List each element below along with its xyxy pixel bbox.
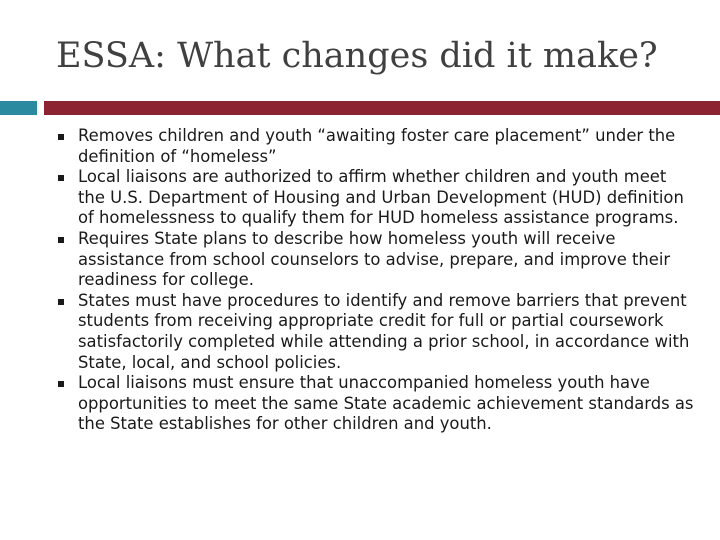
bullet-text: States must have procedures to identify and remove barriers that prevent students from receiving appropriate credit for full or partial coursework satisfactorily completed while attending a prior school, in accordance with State, local, and school policies. xyxy=(78,290,690,372)
bullet-item xyxy=(58,167,698,229)
square-bullet-icon xyxy=(58,299,64,305)
square-bullet-icon xyxy=(58,237,64,243)
bullet-text: Requires State plans to describe how homeless youth will receive assistance from school counselors to advise, prepare, and improve their readiness for college. xyxy=(78,228,671,290)
square-bullet-icon xyxy=(58,381,64,387)
bullet-item xyxy=(58,291,698,373)
bullet-text: Removes children and youth “awaiting foster care placement” under the definition of “homeless” xyxy=(78,126,676,166)
square-bullet-icon xyxy=(58,134,64,140)
bullet-item xyxy=(58,229,698,291)
bullet-list xyxy=(58,126,698,435)
bullet-text: Local liaisons are authorized to affirm whether children and youth meet the U.S. Department of Housing and Urban Development (HUD) definition of homelessness to qualify them for HUD homeless assistance programs. xyxy=(78,167,684,228)
square-bullet-icon xyxy=(58,175,64,181)
bullet-item xyxy=(58,373,698,435)
bullet-item xyxy=(58,126,698,167)
title-accent-bar xyxy=(0,101,37,115)
slide-title: ESSA: What changes did it make? xyxy=(56,36,658,76)
bullet-text: Local liaisons must ensure that unaccompanied homeless youth have opportunities to meet the same State academic achievement standards as the State establishes for other children and youth. xyxy=(78,373,694,434)
title-divider-bar xyxy=(44,101,720,115)
